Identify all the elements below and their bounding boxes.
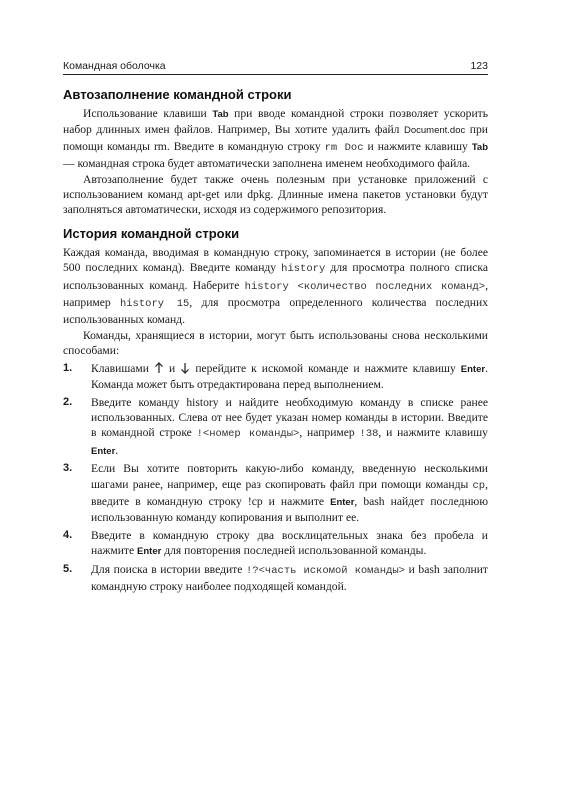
list-number: 2. xyxy=(63,395,73,408)
arrow-down-icon xyxy=(180,362,190,374)
text-run: при вводе командной строки позволяет ускорить набор длинных имен файлов. Например, Вы хотите удалить файл xyxy=(63,107,488,137)
list-item xyxy=(63,361,488,393)
list-number: 3. xyxy=(63,462,73,475)
text-run: , введите в командную строку !cp и нажмите xyxy=(91,477,488,508)
section-heading-history: История командной строки xyxy=(63,225,240,241)
command-history-search: !?<часть искомой команды> xyxy=(246,564,405,577)
paragraph-history-intro xyxy=(63,245,488,328)
key-enter: Enter xyxy=(330,496,355,508)
text-run: Для поиска в истории введите xyxy=(91,562,243,576)
list-number: 1. xyxy=(63,361,73,374)
arrow-up-icon xyxy=(154,362,164,374)
text-run: и bash заполнит командную строку наиболее подходящей командой. xyxy=(91,562,488,593)
paragraph-tab-usage xyxy=(63,106,488,172)
key-enter: Enter xyxy=(91,445,116,457)
text-run: — командная строка будет автоматически заполнена именем необходимого файла. xyxy=(63,157,471,171)
history-methods-list xyxy=(63,361,488,595)
list-item xyxy=(63,461,488,526)
text-run: , и нажмите клавишу xyxy=(378,426,488,440)
command-history-number: !<номер команды> xyxy=(196,428,300,441)
key-tab: Tab xyxy=(471,141,488,153)
file-name: Document.doc xyxy=(404,125,466,137)
command-history-38: !38 xyxy=(359,428,379,441)
list-item xyxy=(63,528,488,560)
text-run: , например xyxy=(299,426,355,440)
list-item xyxy=(63,562,488,595)
command-rm: rm Doc xyxy=(324,141,364,154)
text-run: , bash найдет последнюю использованную команду копирования и выполнит ее. xyxy=(91,494,488,525)
text-run: . Команда может быть отредактирована перед выполнением. xyxy=(91,361,488,392)
book-page xyxy=(63,60,488,596)
chapter-title: Командная оболочка xyxy=(63,60,166,72)
list-number: 4. xyxy=(63,528,73,541)
running-head xyxy=(63,60,488,75)
command-history: history xyxy=(281,263,326,276)
paragraph-history-ways: Команды, хранящиеся в истории, могут быть использованы снова несколькими способами: xyxy=(63,328,488,358)
text-run: Введите в командную строку два восклицательных знака без пробела и нажмите xyxy=(91,528,488,558)
list-item xyxy=(63,395,488,460)
text-run: Каждая команда, вводимая в командную строку, запоминается в истории (не более 500 последних команд). Введите команду xyxy=(63,245,488,275)
text-run: при помощи команды rm. Введите в командную строку xyxy=(63,123,488,153)
text-run: , для просмотра определенного количества последних использованных команд. xyxy=(63,296,488,327)
command-history-count: history <количество последних команд> xyxy=(244,280,486,293)
text-run: перейдите к искомой команде и нажмите клавишу xyxy=(195,361,456,375)
text-run: Клавишами xyxy=(91,361,149,375)
text-run: и нажмите клавишу xyxy=(367,139,468,153)
text-run: Введите команду history и найдите необходимую команду в списке ранее использованных. Слева от нее будет указан номер команды в истории. Введите в командной строке xyxy=(91,395,488,440)
text-run: для просмотра полного списка использованных команд. Наберите xyxy=(63,261,489,292)
section-heading-autocomplete: Автозаполнение командной строки xyxy=(63,87,292,102)
text-run: , например xyxy=(63,278,488,310)
key-tab: Tab xyxy=(212,109,229,120)
key-enter: Enter xyxy=(137,546,162,558)
command-cp: cp xyxy=(472,479,486,492)
text-run: для повторения последней использованной команды. xyxy=(164,544,427,558)
key-enter: Enter xyxy=(460,363,486,375)
text-run: . xyxy=(115,443,119,457)
paragraph-autocomplete-apt: Автозаполнение будет также очень полезным при установке приложений с использованием команд apt-get или dpkg. Длинные имена пакетов установки будут заполняться автоматически, исходя из содержимого репозитория. xyxy=(63,172,488,217)
text-run: Если Вы хотите повторить какую-либо команду, введенную несколькими шагами ранее, например, еще раз скопировать файл при помощи команды xyxy=(91,462,488,491)
text-run: и xyxy=(169,361,176,375)
page-number: 123 xyxy=(470,60,488,72)
list-number: 5. xyxy=(63,562,73,575)
command-history-15: history 15 xyxy=(119,298,190,311)
text-run: Использование клавиши xyxy=(83,107,207,120)
